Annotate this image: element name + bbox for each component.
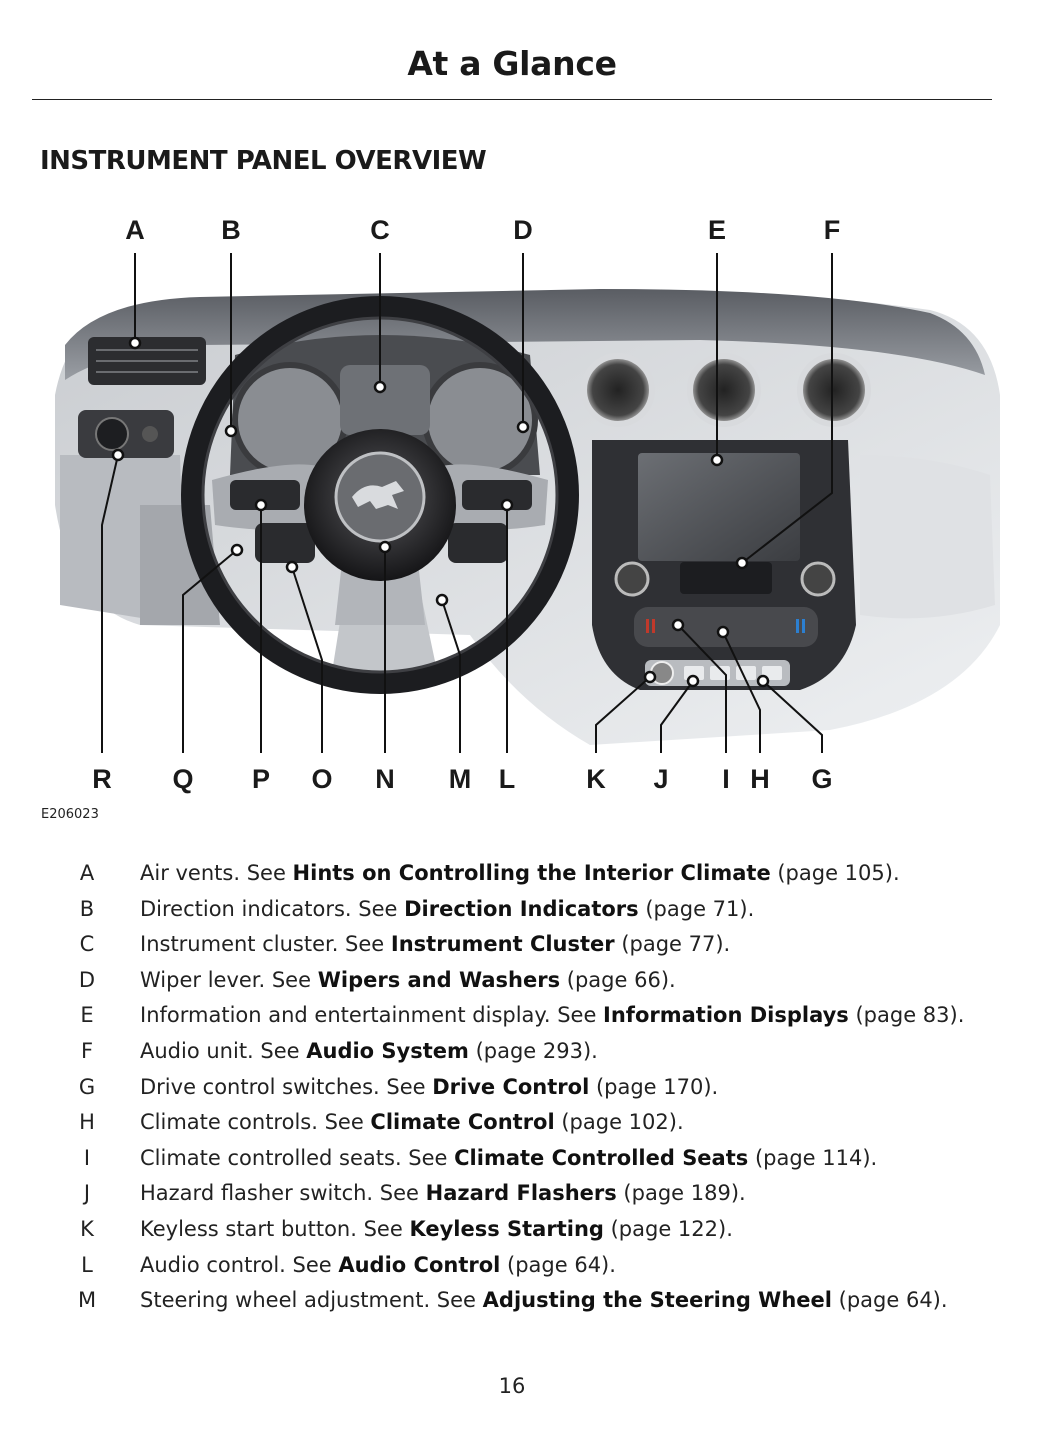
callout-label-m: M: [448, 764, 472, 794]
callout-label-e: E: [707, 215, 727, 245]
legend-item: [0, 962, 1056, 998]
callout-label-c: C: [370, 215, 390, 245]
legend-item: [0, 997, 1056, 1033]
legend-item: [0, 1104, 1056, 1140]
legend-key: J: [83, 1181, 91, 1206]
legend-page-ref: (page 66).: [560, 967, 676, 992]
legend-item: [0, 1282, 1056, 1318]
legend-item: [0, 1069, 1056, 1105]
legend-reference-link[interactable]: Climate Controlled Seats: [454, 1145, 749, 1170]
legend-key: A: [79, 861, 95, 885]
callout-label-h: H: [750, 764, 770, 794]
callout-label-f: F: [823, 215, 841, 245]
legend-page-ref: (page 170).: [589, 1074, 719, 1099]
legend-reference-link[interactable]: Direction Indicators: [404, 896, 639, 921]
legend-text: Steering wheel adjustment. See: [140, 1288, 483, 1313]
legend-item: [0, 1140, 1056, 1176]
legend-page-ref: (page 64).: [500, 1252, 616, 1277]
legend-page-ref: (page 64).: [831, 1288, 948, 1313]
legend-page-ref: (page 102).: [554, 1110, 684, 1135]
legend-text: Hazard flasher switch. See: [140, 1181, 426, 1206]
legend-item: [0, 891, 1056, 927]
legend-reference-link[interactable]: Wipers and Washers: [317, 967, 561, 992]
legend-key: L: [81, 1252, 93, 1277]
center-vent-2: [690, 356, 758, 424]
page-header-title: At a Glance: [407, 44, 617, 83]
legend-reference-link[interactable]: Audio Control: [338, 1252, 501, 1277]
callout-label-r: R: [92, 764, 112, 794]
legend-page-ref: (page 122).: [603, 1217, 733, 1241]
volume-knob: [616, 563, 648, 595]
legend-page-ref: (page 77).: [614, 932, 731, 957]
legend-reference-link[interactable]: Climate Control: [370, 1110, 555, 1135]
callout-label-i: I: [722, 764, 730, 794]
center-vent-1: [584, 356, 652, 424]
callout-label-a: A: [125, 215, 145, 245]
legend-item: [0, 1211, 1056, 1247]
legend-text: Keyless start button. See: [140, 1217, 410, 1241]
callout-label-o: O: [311, 764, 333, 794]
legend-key: F: [80, 1039, 94, 1063]
legend-page-ref: (page 83).: [848, 1003, 965, 1028]
header-divider: [32, 99, 992, 100]
legend-text: Climate controlled seats. See: [140, 1145, 455, 1170]
legend-key: H: [79, 1110, 95, 1135]
audio-unit: [680, 562, 772, 594]
figure-id: E206023: [41, 807, 99, 822]
tune-knob: [802, 563, 834, 595]
legend-page-ref: (page 105).: [770, 861, 900, 885]
callout-label-g: G: [811, 764, 833, 794]
infotainment-screen: [638, 453, 800, 561]
dashboard-illustration: [0, 205, 1056, 805]
legend-item: [0, 1033, 1056, 1069]
legend-reference-link[interactable]: Hints on Controlling the Interior Climate: [292, 861, 771, 885]
legend-text: Instrument cluster. See: [140, 932, 391, 957]
legend-text: Drive control switches. See: [140, 1074, 433, 1099]
legend-reference-link[interactable]: Audio System: [306, 1039, 469, 1063]
legend-reference-link[interactable]: Drive Control: [432, 1074, 590, 1099]
legend-text: Audio control. See: [140, 1252, 339, 1277]
callout-label-l: L: [498, 764, 516, 794]
legend-key: G: [78, 1074, 96, 1099]
legend-text: Wiper lever. See: [140, 967, 318, 992]
legend-key: C: [79, 932, 95, 957]
legend-text: Air vents. See: [140, 861, 293, 885]
legend-key: B: [79, 896, 95, 921]
legend-text: Direction indicators. See: [140, 896, 405, 921]
legend-reference-link[interactable]: Adjusting the Steering Wheel: [482, 1288, 832, 1313]
legend-item: [0, 1175, 1056, 1211]
instrument-panel-figure: [0, 205, 1056, 805]
callout-label-k: K: [586, 764, 606, 794]
legend-reference-link[interactable]: Hazard Flashers: [425, 1181, 617, 1206]
legend-text: Audio unit. See: [140, 1039, 307, 1063]
legend-item: [0, 926, 1056, 962]
legend-key: M: [77, 1288, 97, 1313]
callout-label-j: J: [653, 764, 669, 794]
legend-text: Climate controls. See: [140, 1110, 371, 1135]
callout-label-d: D: [513, 215, 533, 245]
legend-key: K: [80, 1217, 94, 1241]
legend-key: D: [78, 967, 96, 992]
legend-page-ref: (page 293).: [468, 1039, 598, 1063]
legend-text: Information and entertainment display. See: [140, 1003, 604, 1028]
legend-item: [0, 855, 1056, 891]
legend-page-ref: (page 189).: [616, 1181, 746, 1206]
center-vent-3: [800, 356, 868, 424]
callout-label-b: B: [221, 215, 241, 245]
legend-key: I: [83, 1145, 91, 1170]
legend-reference-link[interactable]: Keyless Starting: [409, 1217, 604, 1241]
legend-reference-link[interactable]: Information Displays: [603, 1003, 849, 1028]
callout-label-n: N: [375, 764, 395, 794]
legend-key: E: [80, 1003, 94, 1028]
callout-label-q: Q: [172, 764, 194, 794]
legend-page-ref: (page 71).: [638, 896, 755, 921]
legend-item: [0, 1247, 1056, 1283]
callout-label-p: P: [251, 764, 271, 794]
legend-page-ref: (page 114).: [748, 1145, 878, 1170]
section-title: INSTRUMENT PANEL OVERVIEW: [40, 146, 487, 176]
page-number: 16: [498, 1374, 526, 1398]
legend-reference-link[interactable]: Instrument Cluster: [390, 932, 615, 957]
